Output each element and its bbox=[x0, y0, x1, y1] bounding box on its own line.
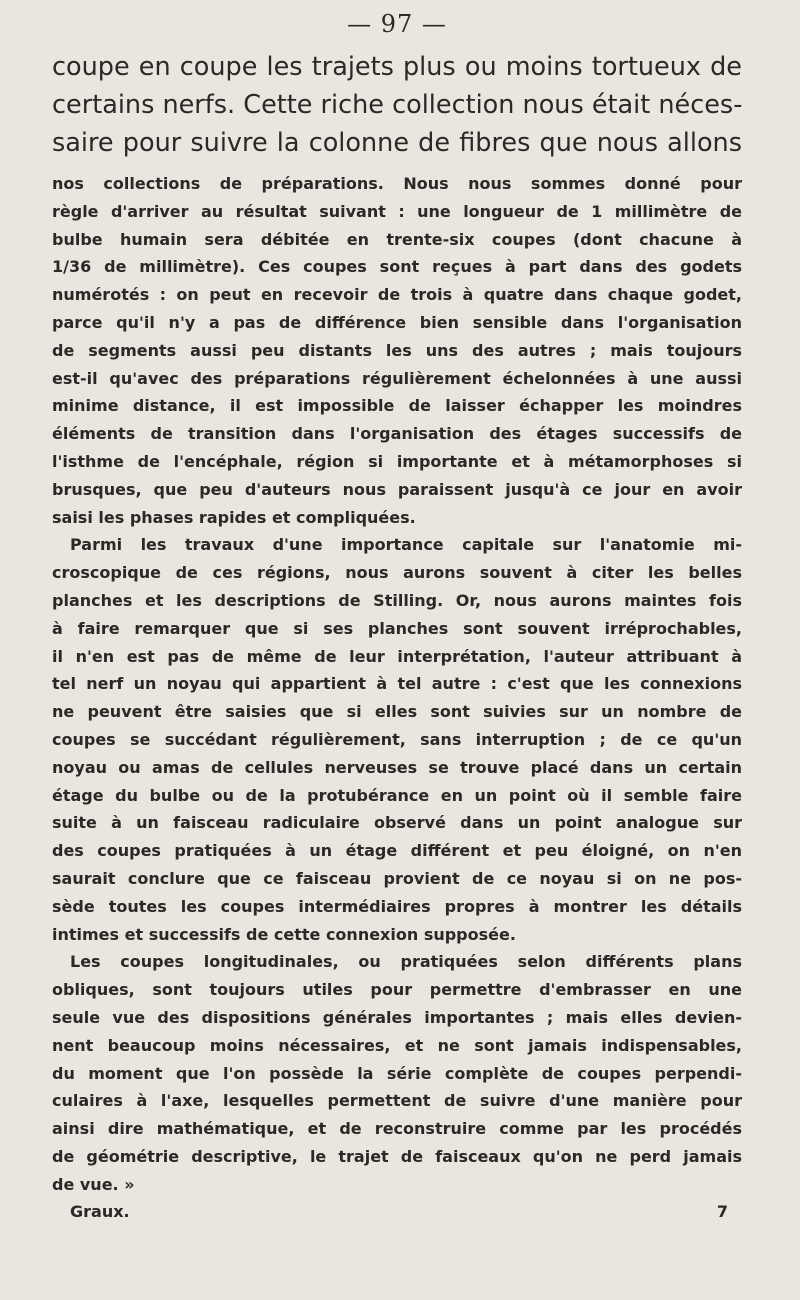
body-line: éléments de transition dans l'organisation des étages successifs de bbox=[52, 424, 742, 444]
body-line: intimes et successifs de cette connexion supposée. bbox=[52, 924, 516, 944]
body-line: de géométrie descriptive, le trajet de faisceaux qu'on ne perd jamais bbox=[52, 1146, 742, 1166]
signature-mark: Graux. bbox=[70, 1202, 130, 1222]
body-line: numérotés : on peut en recevoir de trois à quatre dans chaque godet, bbox=[52, 285, 742, 305]
body-line: ainsi dire mathématique, et de reconstruire comme par les procédés bbox=[52, 1119, 742, 1139]
page-number: — 97 — bbox=[347, 10, 447, 38]
body-line: minime distance, il est impossible de laisser échapper les moindres bbox=[52, 396, 742, 416]
body-line: coupes se succédant régulièrement, sans interruption ; de ce qu'un bbox=[52, 729, 742, 749]
body-line: règle d'arriver au résultat suivant : une longueur de 1 millimètre de bbox=[52, 201, 742, 221]
body-line: tel nerf un noyau qui appartient à tel autre : c'est que les connexions bbox=[52, 674, 742, 694]
body-line: brusques, que peu d'auteurs nous paraissent jusqu'à ce jour en avoir bbox=[52, 479, 742, 499]
body-line: Les coupes longitudinales, ou pratiquées selon différents plans bbox=[70, 952, 742, 972]
sheet-number: 7 bbox=[716, 1202, 728, 1222]
page-footer bbox=[52, 1202, 742, 1226]
body-line: à faire remarquer que si ses planches sont souvent irréprochables, bbox=[52, 618, 742, 638]
body-line: sède toutes les coupes intermédiaires propres à montrer les détails bbox=[52, 896, 742, 916]
body-line: nent beaucoup moins nécessaires, et ne sont jamais indispensables, bbox=[52, 1035, 742, 1055]
body-line: planches et les descriptions de Stilling. Or, nous aurons maintes fois bbox=[52, 590, 742, 610]
body-line: parce qu'il n'y a pas de différence bien sensible dans l'organisation bbox=[52, 312, 742, 332]
body-line: seule vue des dispositions générales importantes ; mais elles devien- bbox=[52, 1007, 742, 1027]
body-line: nos collections de préparations. Nous nous sommes donné pour bbox=[52, 174, 742, 193]
body-line: 1/36 de millimètre). Ces coupes sont reçues à part dans des godets bbox=[52, 257, 742, 277]
body-line: de vue. » bbox=[52, 1174, 135, 1194]
intro-line-1: coupe en coupe les trajets plus ou moins tortueux de bbox=[52, 52, 742, 82]
body-line: bulbe humain sera débitée en trente-six coupes (dont chacune à bbox=[52, 229, 742, 249]
body-line: il n'en est pas de même de leur interprétation, l'auteur attribuant à bbox=[52, 646, 742, 666]
body-line: culaires à l'axe, lesquelles permettent de suivre d'une manière pour bbox=[52, 1091, 742, 1111]
body-line: des coupes pratiquées à un étage différent et peu éloigné, on n'en bbox=[52, 841, 742, 861]
body-line: saurait conclure que ce faisceau provient de ce noyau si on ne pos- bbox=[52, 868, 742, 888]
body-line: l'isthme de l'encéphale, région si importante et à métamorphoses si bbox=[52, 451, 742, 471]
body-line: ne peuvent être saisies que si elles sont suivies sur un nombre de bbox=[52, 702, 742, 722]
body-line: saisi les phases rapides et compliquées. bbox=[52, 507, 416, 527]
intro-paragraph bbox=[52, 48, 742, 162]
body-line: de segments aussi peu distants les uns des autres ; mais toujours bbox=[52, 340, 742, 360]
body-line: du moment que l'on possède la série complète de coupes perpendi- bbox=[52, 1063, 742, 1083]
body-line: croscopique de ces régions, nous aurons souvent à citer les belles bbox=[52, 563, 742, 583]
body-line: étage du bulbe ou de la protubérance en un point où il semble faire bbox=[52, 785, 742, 805]
intro-line-2: certains nerfs. Cette riche collection nous était néces- bbox=[52, 90, 743, 120]
body-line: Parmi les travaux d'une importance capitale sur l'anatomie mi- bbox=[70, 535, 742, 555]
body-text bbox=[52, 170, 742, 1198]
body-line: suite à un faisceau radiculaire observé dans un point analogue sur bbox=[52, 813, 742, 833]
intro-line-3: saire pour suivre la colonne de fibres que nous allons bbox=[52, 128, 742, 158]
body-line: obliques, sont toujours utiles pour permettre d'embrasser en une bbox=[52, 980, 742, 1000]
body-line: noyau ou amas de cellules nerveuses se trouve placé dans un certain bbox=[52, 757, 742, 777]
body-line: est-il qu'avec des préparations régulièrement échelonnées à une aussi bbox=[52, 368, 742, 388]
